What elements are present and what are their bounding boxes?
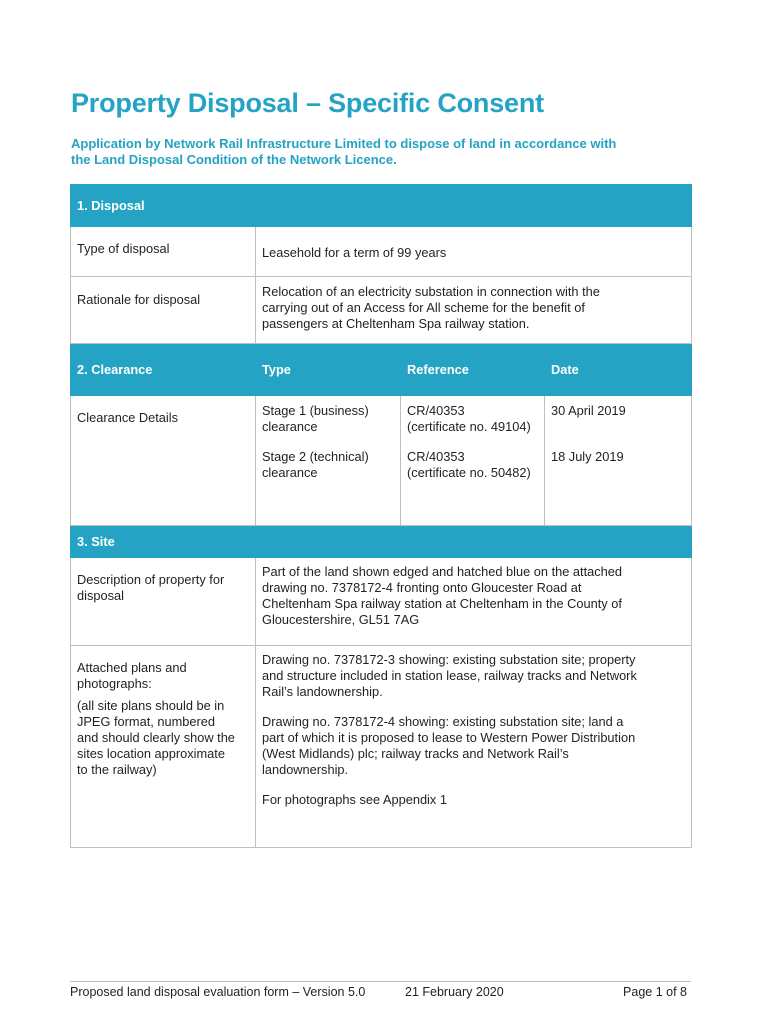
table-row (71, 227, 692, 277)
footer-date: 21 February 2020 (405, 985, 504, 999)
text-line: CR/40353 (407, 449, 465, 464)
section-header-site (71, 526, 692, 558)
section-heading: 3. Site (71, 526, 692, 558)
column-header-type: Type (256, 344, 401, 396)
text-line: disposal (77, 588, 124, 603)
text-line: clearance (262, 419, 318, 434)
field-label: Type of disposal (71, 227, 256, 277)
table-row (71, 396, 692, 526)
clearance-type-cell (256, 396, 401, 526)
text-line: (certificate no. 50482) (407, 465, 531, 480)
text-line: passengers at Cheltenham Spa railway station. (262, 316, 530, 331)
consent-form-table (70, 184, 692, 848)
table-row (71, 277, 692, 344)
text-line: and structure included in station lease, railway tracks and Network (262, 668, 637, 683)
section-heading: 2. Clearance (71, 344, 256, 396)
field-label: Clearance Details (71, 396, 256, 526)
text-line: sites location approximate (77, 746, 225, 761)
text-line: clearance (262, 465, 318, 480)
text-line: 18 July 2019 (551, 449, 624, 464)
text-line: (certificate no. 49104) (407, 419, 531, 434)
text-line: (West Midlands) plc; railway tracks and Network Rail’s (262, 746, 569, 761)
text-line: Gloucestershire, GL51 7AG (262, 612, 420, 627)
clearance-reference-cell (401, 396, 545, 526)
text-line: For photographs see Appendix 1 (262, 792, 447, 807)
text-line: Relocation of an electricity substation in connection with the (262, 284, 600, 299)
section-header-disposal (71, 185, 692, 227)
footer-form-name: Proposed land disposal evaluation form – Version 5.0 (70, 985, 366, 999)
field-value (256, 277, 692, 344)
text-line: photographs: (77, 676, 152, 691)
field-label: Rationale for disposal (71, 277, 256, 344)
text-line: CR/40353 (407, 403, 465, 418)
field-label (71, 646, 256, 848)
footer-page-number: Page 1 of 8 (623, 985, 687, 999)
text-line: and should clearly show the (77, 730, 235, 745)
text-line: Stage 2 (technical) (262, 449, 369, 464)
text-line: (all site plans should be in (77, 698, 225, 713)
page-subtitle (71, 136, 691, 168)
text-line: carrying out of an Access for All scheme for the benefit of (262, 300, 585, 315)
column-header-reference: Reference (401, 344, 545, 396)
text-line: Stage 1 (business) (262, 403, 369, 418)
table-row (71, 558, 692, 646)
text-line: Drawing no. 7378172-4 showing: existing substation site; land a (262, 714, 624, 729)
text-line: part of which it is proposed to lease to Western Power Distribution (262, 730, 636, 745)
section-heading: 1. Disposal (71, 185, 692, 227)
subtitle-line: Application by Network Rail Infrastructure Limited to dispose of land in accordance with (71, 136, 617, 151)
field-value (256, 646, 692, 848)
field-value (256, 558, 692, 646)
text-line: 30 April 2019 (551, 403, 626, 418)
text-line: Attached plans and (77, 660, 187, 675)
text-line: Cheltenham Spa railway station at Cheltenham in the County of (262, 596, 622, 611)
field-label (71, 558, 256, 646)
text-line: drawing no. 7378172-4 fronting onto Gloucester Road at (262, 580, 582, 595)
page-title: Property Disposal – Specific Consent (71, 88, 544, 118)
text-line: Rail’s landownership. (262, 684, 383, 699)
subtitle-line: the Land Disposal Condition of the Network Licence. (71, 152, 397, 167)
section-header-clearance (71, 344, 692, 396)
text-line: to the railway) (77, 762, 157, 777)
clearance-date-cell (545, 396, 692, 526)
text-line: Drawing no. 7378172-3 showing: existing substation site; property (262, 652, 636, 667)
text-line: landownership. (262, 762, 349, 777)
text-line: JPEG format, numbered (77, 714, 215, 729)
text-line: Part of the land shown edged and hatched blue on the attached (262, 564, 623, 579)
text-line: Description of property for (77, 572, 225, 587)
field-value: Leasehold for a term of 99 years (256, 227, 692, 277)
footer-divider (70, 981, 691, 982)
table-row (71, 646, 692, 848)
column-header-date: Date (545, 344, 692, 396)
